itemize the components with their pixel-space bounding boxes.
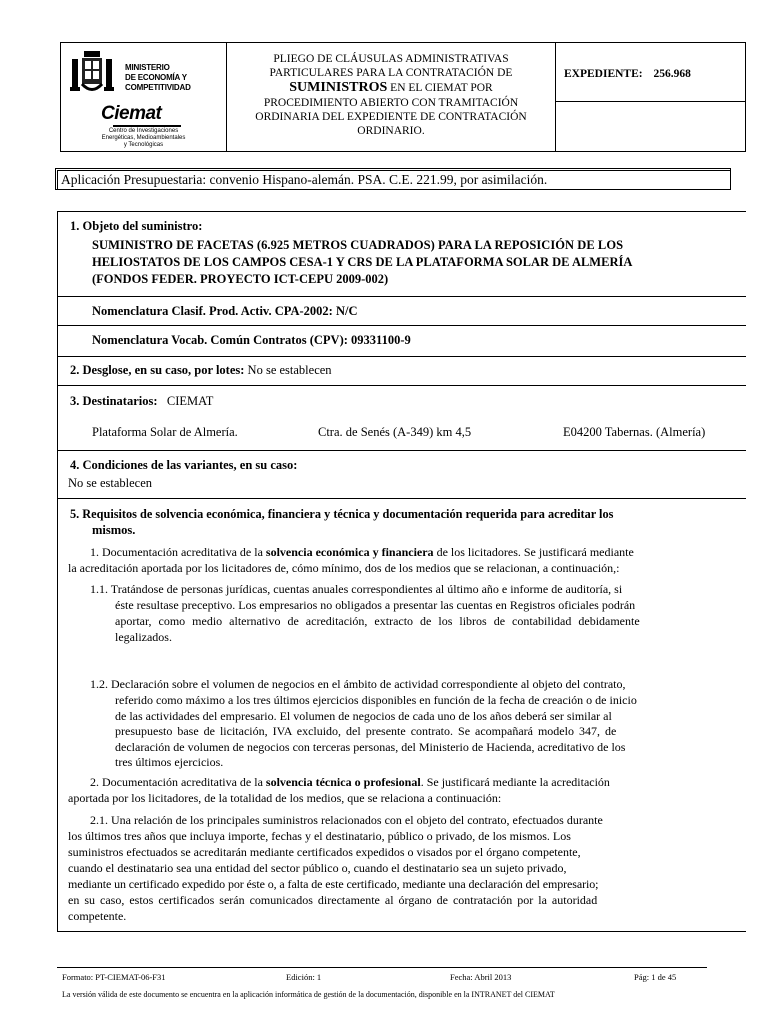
clause-1-2-line: tres últimos ejercicios. — [115, 755, 224, 769]
object-line: SUMINISTRO DE FACETAS (6.925 METROS CUADRADOS) PARA LA REPOSICIÓN DE LOS — [92, 238, 624, 252]
solvency-technical-line: aportada por los licitadores, de la totalidad de los medios, que se relaciona a continuación: — [68, 791, 502, 805]
budget-inner-frame — [57, 170, 731, 190]
coat-of-arms-icon — [69, 49, 115, 97]
cpv-code: Nomenclatura Vocab. Común Contratos (CPV): 09331100-9 — [92, 333, 411, 347]
object-line: HELIOSTATOS DE LOS CAMPOS CESA-1 Y CRS DE LA PLATAFORMA SOLAR DE ALMERÍA — [92, 255, 633, 269]
left-margin-line — [57, 211, 58, 931]
section-divider — [57, 498, 746, 499]
clause-1-2-line: de las actividades del empresario. El volumen de negocios de cada uno de los años deberá ser similar al — [115, 709, 612, 723]
document-header — [60, 42, 746, 152]
ministry-line: COMPETITIVIDAD — [125, 83, 191, 92]
recipient-city: E04200 Tabernas. (Almería) — [563, 425, 706, 439]
variants-value: No se establecen — [68, 476, 152, 490]
solvency-intro-line: la acreditación aportada por los licitadores de, cómo mínimo, dos de los medios que se relacionan, a continuación,: — [68, 561, 620, 575]
section-2-heading: 2. Desglose, en su caso, por lotes: — [70, 363, 245, 377]
recipient-place: Plataforma Solar de Almería. — [92, 425, 238, 439]
section-5-heading: 5. Requisitos de solvencia económica, financiera y técnica y documentación requerida para acreditar los — [70, 507, 614, 521]
recipient-name: CIEMAT — [166, 394, 214, 408]
solvency-intro: de los licitadores. Se justificará mediante — [433, 545, 634, 559]
ministry-line: MINISTERIO — [125, 63, 170, 72]
object-line: (FONDOS FEDER. PROYECTO ICT-CEPU 2009-002) — [92, 272, 389, 286]
solvency-technical-term: solvencia técnica o profesional — [265, 775, 421, 789]
solvency-technical-intro: 2. Documentación acreditativa de la — [90, 775, 266, 789]
section-divider — [57, 325, 746, 326]
budget-application-text: Aplicación Presupuestaria: convenio Hispano-alemán. PSA. C.E. 221.99, por asimilación. — [61, 172, 548, 187]
ciemat-logo: Ciemat — [101, 103, 162, 124]
ministry-line: DE ECONOMÍA Y — [125, 73, 187, 82]
clause-2-1-line: 2.1. Una relación de los principales suministros relacionados con el objeto del contrato, efectuados durante — [90, 813, 603, 827]
clause-1-1-line: éste resultase preceptivo. Los empresarios no obligados a presentar las cuentas en Registros oficiales podrán — [115, 598, 636, 612]
document-title — [227, 43, 556, 151]
expediente-cell — [556, 43, 745, 151]
section-divider — [57, 385, 746, 386]
solvency-economic-term: solvencia económica y financiera — [265, 545, 434, 559]
title-line: PLIEGO DE CLÁUSULAS ADMINISTRATIVAS — [273, 53, 509, 65]
footer-format: Formato: PT-CIEMAT-06-F31 — [62, 972, 166, 982]
clause-1-2-line: referido como máximo a los tres últimos ejercicios disponibles en función de la fecha de creación o de inicio — [115, 693, 637, 707]
title-line: ORDINARIA DEL EXPEDIENTE DE CONTRATACIÓN — [255, 111, 527, 123]
section-1-heading: 1. Objeto del suministro: — [70, 219, 203, 233]
clause-1-1-line: aportar, como medio alternativo de acreditación, extracto de los libros de contabilidad debidamente — [115, 614, 640, 628]
clause-1-2-line: presupuesto base de licitación, IVA excluido, del presente contrato. Se acompañará modelo 347, de — [115, 724, 617, 738]
clause-2-1-line: suministros efectuados se acreditarán mediante certificados expedidos o visados por el órgano competente, — [68, 845, 581, 859]
footer-divider — [57, 967, 707, 968]
clause-1-2-line: 1.2. Declaración sobre el volumen de negocios en el ámbito de actividad correspondiente al objeto del contrato, — [90, 677, 626, 691]
section-divider — [57, 356, 746, 357]
center-name-line: Centro de Investigaciones — [108, 128, 179, 134]
clause-2-1-line: cuando el destinatario sea una entidad del sector público o, cuando el destinatario sea un sujeto privado, — [68, 861, 567, 875]
title-line: PROCEDIMIENTO ABIERTO CON TRAMITACIÓN — [263, 97, 519, 109]
clause-1-1-line: legalizados. — [115, 630, 172, 644]
section-divider — [57, 931, 746, 932]
clause-1-2-line: declaración de volumen de negocios con terceras personas, del Ministerio de Hacienda, acreditativo de los — [115, 740, 626, 754]
expediente-number: 256.968 — [653, 68, 691, 80]
footer-page-number: Pág: 1 de 45 — [634, 972, 677, 982]
center-name-line: y Tecnológicas — [123, 142, 164, 148]
solvency-intro: 1. Documentación acreditativa de la — [90, 545, 266, 559]
lots-value: No se establecen — [244, 363, 332, 377]
section-divider — [57, 211, 746, 212]
section-4-heading: 4. Condiciones de las variantes, en su caso: — [70, 458, 298, 472]
footer-edition: Edición: 1 — [286, 972, 322, 982]
header-logo-cell — [61, 43, 227, 151]
title-emphasis: SUMINISTROS — [289, 80, 388, 95]
footer-date: Fecha: Abril 2013 — [450, 972, 512, 982]
clause-1-1-line: 1.1. Tratándose de personas jurídicas, cuentas anuales correspondientes al último año e informe de auditoría, si — [90, 582, 623, 596]
expediente-label: EXPEDIENTE: — [564, 68, 643, 80]
title-line: EN EL CIEMAT POR — [387, 82, 493, 94]
clause-2-1-line: mediante un certificado expedido por éste o, a falta de este certificado, mediante una declaración del empresario; — [68, 877, 599, 891]
section-divider — [57, 450, 746, 451]
clause-2-1-line: en su caso, estos certificados serán comunicados directamente al órgano de contratación por la autoridad — [68, 893, 598, 907]
section-3-heading: 3. Destinatarios: — [70, 394, 158, 408]
clause-2-1-line: los últimos tres años que incluya importe, fechas y el destinatario, público o privado, de los mismos. Los — [68, 829, 571, 843]
footer-note: La versión válida de este documento se encuentra en la aplicación informática de gestión de la documentación, disponible en la INTRANET del CIEMAT — [62, 990, 555, 999]
center-name-line: Energéticas, Medioambientales — [101, 135, 186, 141]
section-5-heading-cont: mismos. — [92, 523, 136, 537]
title-line: PARTICULARES PARA LA CONTRATACIÓN DE — [269, 67, 513, 79]
solvency-technical-intro: . Se justificará mediante la acreditación — [420, 775, 610, 789]
logo-underline — [113, 125, 181, 127]
cpa-code: Nomenclatura Clasif. Prod. Activ. CPA-2002: N/C — [92, 304, 358, 318]
section-divider — [57, 296, 746, 297]
clause-2-1-line: competente. — [68, 909, 127, 923]
title-line: ORDINARIO. — [357, 125, 425, 137]
recipient-road: Ctra. de Senés (A-349) km 4,5 — [318, 425, 472, 439]
